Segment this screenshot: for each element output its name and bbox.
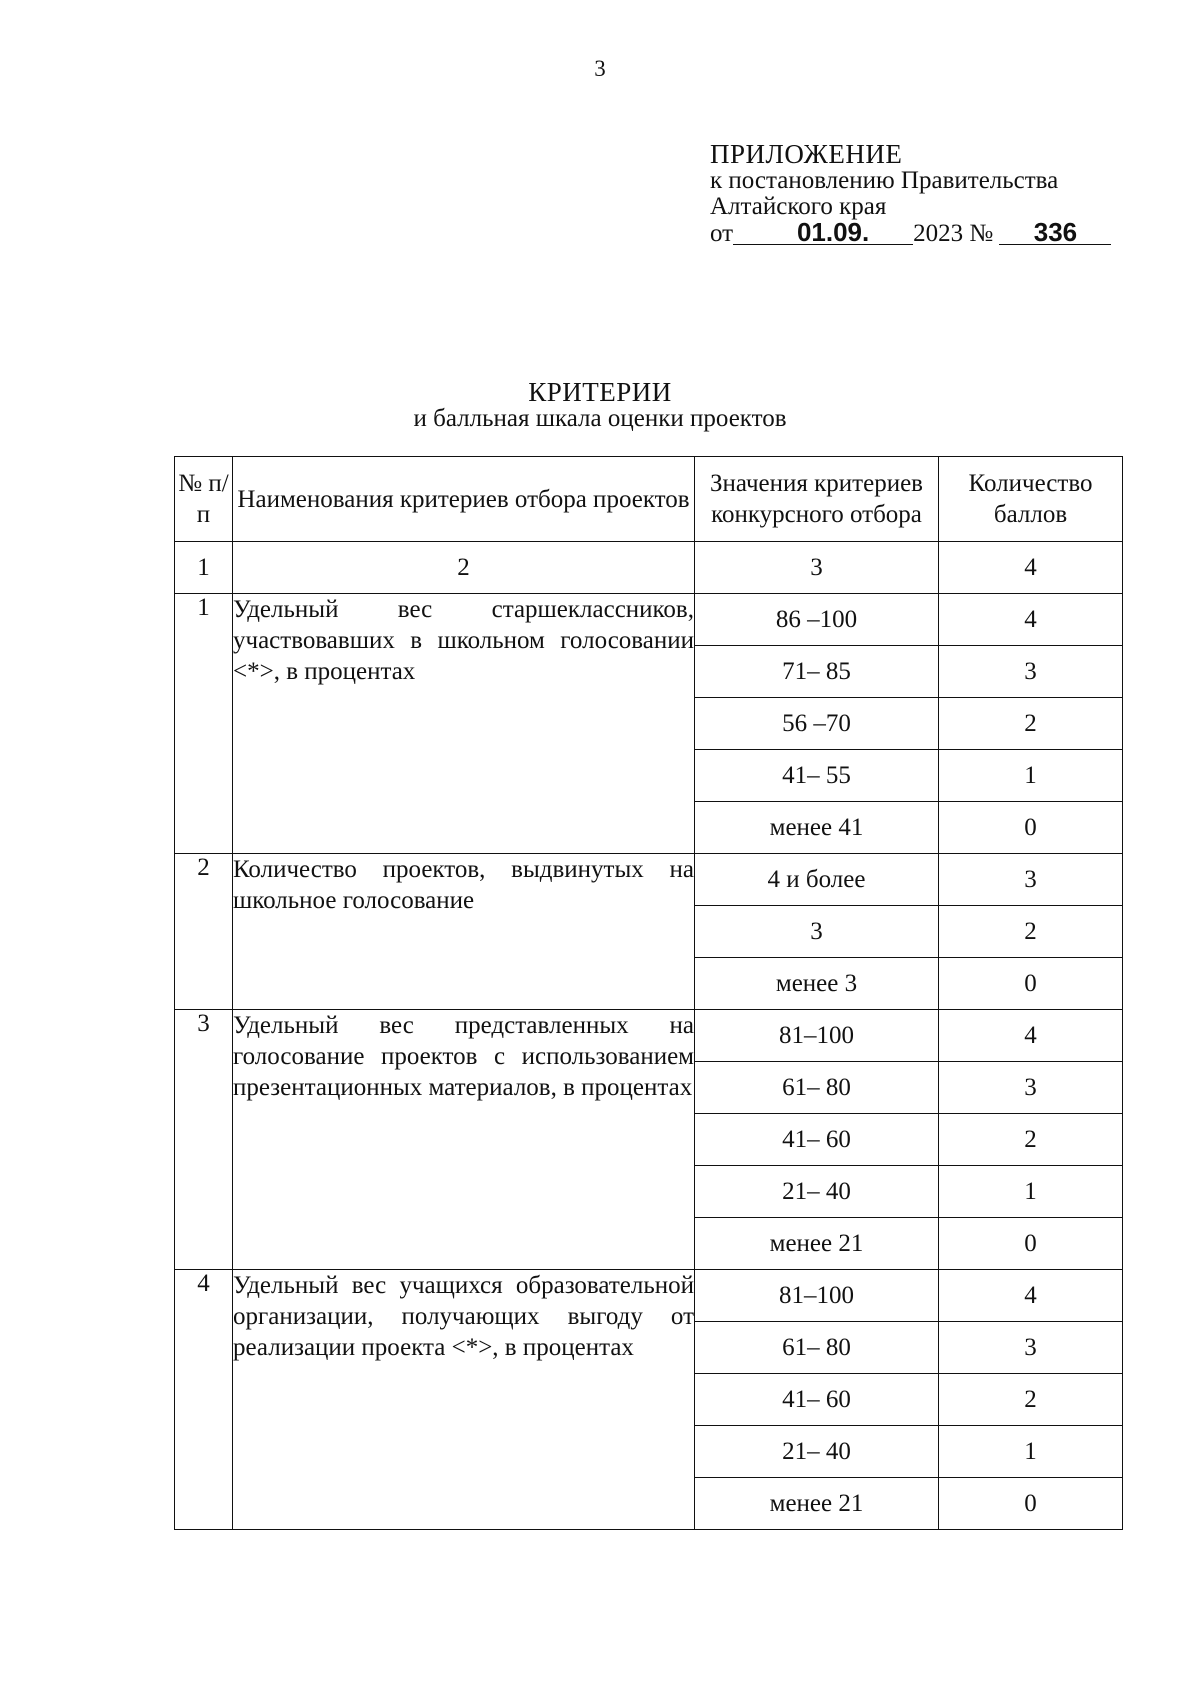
- criterion-value: 3: [695, 906, 939, 958]
- criterion-value: 41– 55: [695, 750, 939, 802]
- criterion-value: 41– 60: [695, 1114, 939, 1166]
- criteria-body: [175, 594, 1123, 1530]
- header-criterion-values: Значения критериев конкурсного отбора: [695, 457, 939, 542]
- criterion-points: 2: [939, 1374, 1123, 1426]
- criterion-name: Удельный вес учащихся образовательной организации, получающих выгоду от реализации проекта <*>, в процентах: [233, 1270, 695, 1530]
- criterion-points: 4: [939, 1270, 1123, 1322]
- criterion-points: 1: [939, 750, 1123, 802]
- criterion-value: 4 и более: [695, 854, 939, 906]
- criterion-name: Удельный вес представленных на голосование проектов с использованием презентационных материалов, в процентах: [233, 1010, 695, 1270]
- criterion-points: 1: [939, 1426, 1123, 1478]
- number-sign: №: [969, 220, 994, 247]
- criterion-name: Количество проектов, выдвинутых на школьное голосование: [233, 854, 695, 1010]
- appendix-block: [710, 140, 1130, 250]
- header-criterion-name: Наименования критериев отбора проектов: [233, 457, 695, 542]
- criterion-value: 81–100: [695, 1010, 939, 1062]
- header-points: Количество баллов: [939, 457, 1123, 542]
- header-index: № п/п: [175, 457, 233, 542]
- column-number: 2: [233, 542, 695, 594]
- criterion-name: Удельный вес старшеклассников, участвовавших в школьном голосовании <*>, в процентах: [233, 594, 695, 854]
- criterion-points: 2: [939, 906, 1123, 958]
- criterion-index: 3: [175, 1010, 233, 1270]
- table-row: [175, 594, 1123, 646]
- resolution-date: 01.09.: [733, 220, 913, 245]
- criterion-value: 21– 40: [695, 1166, 939, 1218]
- title-line-1: КРИТЕРИИ: [528, 377, 672, 407]
- column-number: 1: [175, 542, 233, 594]
- criterion-value: 81–100: [695, 1270, 939, 1322]
- appendix-line-1: к постановлению Правительства: [710, 167, 1059, 194]
- criterion-value: менее 21: [695, 1478, 939, 1530]
- criterion-points: 3: [939, 1062, 1123, 1114]
- criterion-points: 2: [939, 1114, 1123, 1166]
- table-row: [175, 1010, 1123, 1062]
- criterion-points: 3: [939, 854, 1123, 906]
- criterion-value: менее 21: [695, 1218, 939, 1270]
- criterion-value: 61– 80: [695, 1322, 939, 1374]
- criterion-value: 41– 60: [695, 1374, 939, 1426]
- resolution-number: 336: [999, 220, 1111, 245]
- criterion-points: 3: [939, 646, 1123, 698]
- criterion-points: 3: [939, 1322, 1123, 1374]
- criterion-index: 2: [175, 854, 233, 1010]
- criterion-points: 0: [939, 958, 1123, 1010]
- criterion-value: 86 –100: [695, 594, 939, 646]
- appendix-line-2: Алтайского края: [710, 193, 887, 220]
- criterion-points: 4: [939, 1010, 1123, 1062]
- criterion-points: 4: [939, 594, 1123, 646]
- criterion-value: 61– 80: [695, 1062, 939, 1114]
- column-number: 3: [695, 542, 939, 594]
- criterion-points: 1: [939, 1166, 1123, 1218]
- criterion-index: 1: [175, 594, 233, 854]
- criteria-table: [174, 456, 1123, 1530]
- title-line-2: и балльная шкала оценки проектов: [413, 405, 787, 432]
- appendix-dateline: [710, 217, 1130, 250]
- table-header-row: [175, 457, 1123, 542]
- page-number: 3: [594, 56, 606, 81]
- from-prefix: от: [710, 220, 734, 247]
- criterion-points: 0: [939, 1478, 1123, 1530]
- appendix-heading: ПРИЛОЖЕНИЕ: [710, 139, 903, 169]
- column-number-row: [175, 542, 1123, 594]
- column-number: 4: [939, 542, 1123, 594]
- criterion-index: 4: [175, 1270, 233, 1530]
- criterion-points: 0: [939, 802, 1123, 854]
- criterion-value: менее 3: [695, 958, 939, 1010]
- table-row: [175, 1270, 1123, 1322]
- criterion-value: 71– 85: [695, 646, 939, 698]
- criterion-value: 56 –70: [695, 698, 939, 750]
- document-title: [0, 378, 1200, 432]
- criterion-value: менее 41: [695, 802, 939, 854]
- resolution-year: 2023: [913, 220, 964, 247]
- table-row: [175, 854, 1123, 906]
- criterion-points: 0: [939, 1218, 1123, 1270]
- criterion-points: 2: [939, 698, 1123, 750]
- criterion-value: 21– 40: [695, 1426, 939, 1478]
